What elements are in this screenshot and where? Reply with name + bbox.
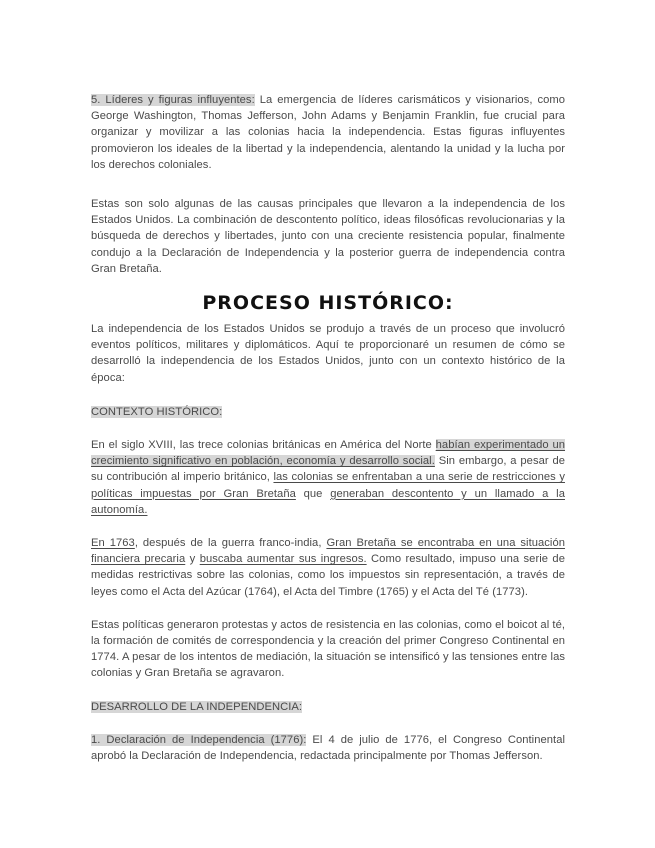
section-heading: PROCESO HISTÓRICO:	[202, 292, 454, 315]
underlined-text: buscaba aumentar sus ingresos.	[199, 553, 367, 566]
paragraph-summary: Estas son solo algunas de las causas principales que llevaron a la independencia de los Estados Unidos. La combinación de descontento político, ideas filosóficas revolucionarias y la búsqueda de derechos y libertades, junto con una creciente resistencia popular, finalmente condujo a la Declaración de Independencia y la posterior guerra de independencia contra Gran Bretaña.	[91, 198, 565, 275]
subheading-development	[91, 699, 565, 715]
paragraph-protests: Estas políticas generaron protestas y actos de resistencia en las colonias, como el boicot al té, la formación de comités de correspondencia y la creación del primer Congreso Continental en 1774. A pesar de los intentos de mediación, la situación se intensificó y las tensiones entre las colonias y Gran Bretaña se agravaron.	[91, 618, 565, 680]
underlined-text: las colonias se enfrentaban a una serie de restricciones y políticas impuestas por Gran Bretaña	[91, 471, 565, 500]
paragraph-text: El 4 de julio de 1776, el Congreso Continental aprobó la Declaración de Independencia, redactada principalmente por Thomas Jefferson.	[91, 733, 565, 763]
subheading-context	[91, 404, 565, 420]
text-run: Como resultado, impuso una serie de medidas restrictivas sobre las colonias, como los impuestos sin representación, a través de leyes como el Acta del Azúcar (1764), el Acta del Timbre (1765) y el Acta del Té (1773).	[91, 553, 565, 598]
paragraph-declaration	[91, 732, 565, 764]
paragraph-intro: La independencia de los Estados Unidos se produjo a través de un proceso que involucró eventos políticos, militares y diplomáticos. Aquí te proporcionaré un resumen de cómo se desarrolló la independencia de los Estados Unidos, junto con un contexto histórico de la época:	[91, 323, 565, 384]
text-run: , después de la guerra franco-india,	[134, 537, 327, 550]
underlined-highlight: habían experimentado un crecimiento significativo en población, economía y desarrollo social.	[91, 439, 566, 468]
text-run: y	[185, 553, 200, 566]
paragraph-1763	[91, 535, 565, 600]
document-body	[91, 92, 565, 764]
paragraph-leaders	[91, 92, 565, 173]
underlined-text: generaban descontento y un llamado a la autonomía.	[91, 487, 565, 516]
text-run: En el siglo XVIII, las trece colonias británicas en América del Norte	[91, 439, 436, 452]
underlined-text: En 1763	[91, 537, 135, 550]
highlighted-label: 5. Líderes y figuras influyentes:	[91, 94, 255, 106]
highlighted-subheading: DESARROLLO DE LA INDEPENDENCIA:	[91, 700, 303, 713]
text-run: Sin embargo, a pesar de su contribución al imperio británico,	[91, 455, 565, 484]
paragraph-text: La emergencia de líderes carismáticos y visionarios, como George Washington, Thomas Jefferson, John Adams y Benjamin Franklin, fue crucial para organizar y movilizar a las colonias hacia la independencia. Estas figuras influyentes promovieron los ideales de la libertad y la independencia, alentando la unidad y la lucha por los derechos coloniales.	[91, 94, 566, 171]
underlined-text: Gran Bretaña se encontraba en una situación financiera precaria	[91, 537, 566, 566]
highlighted-subheading: CONTEXTO HISTÓRICO:	[91, 405, 223, 418]
highlighted-label: 1. Declaración de Independencia (1776):	[91, 733, 307, 746]
text-run: que	[295, 487, 331, 500]
paragraph-context	[91, 437, 565, 518]
